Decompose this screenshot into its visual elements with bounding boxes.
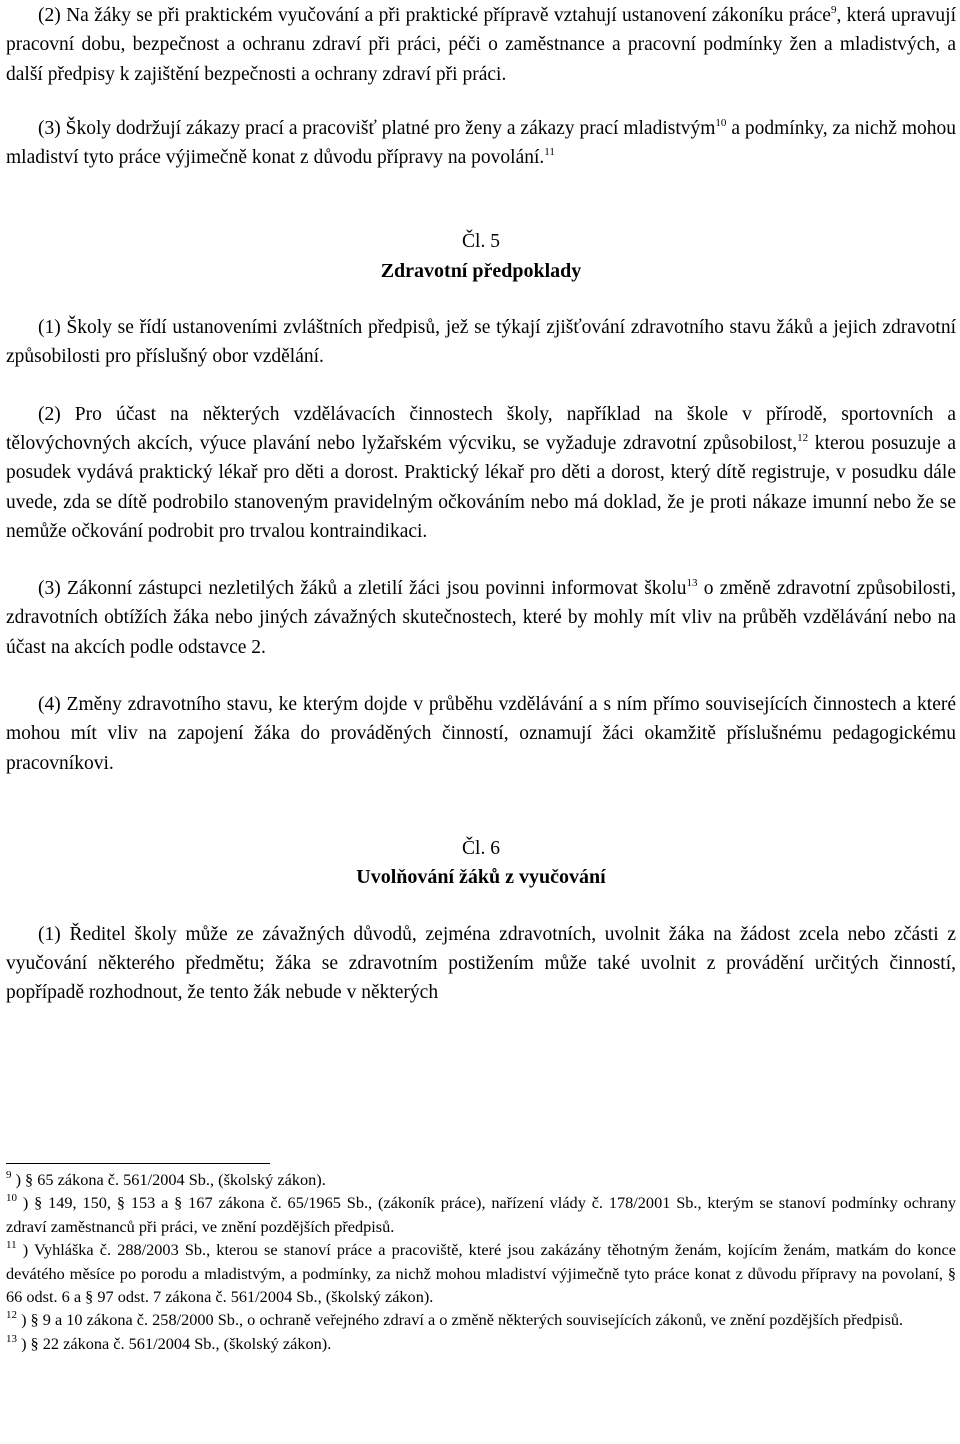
article-title: Zdravotní předpoklady	[380, 259, 582, 282]
article-6-paragraph-1: (1) Ředitel školy může ze závažných důvodů, zejména zdravotních, uvolnit žáka na žádost zcela nebo zčásti z vyučování některého předmětu; žáka se zdravotním postižením může také uvolnit z provádění určitých činností, popřípadě rozhodnout, že tento žák nebude v některých	[6, 923, 956, 1004]
article-5-paragraph-1: (1) Školy se řídí ustanoveními zvláštních předpisů, jež se týkají zjišťování zdravotního stavu žáků a jejich zdravotní způsobilosti pro příslušný obor vzdělání.	[6, 317, 956, 368]
footnote-number: 11	[6, 1239, 17, 1252]
footnote-number: 13	[6, 1332, 17, 1345]
footnote-ref: 9	[830, 4, 837, 16]
footnote-text: ) § 22 zákona č. 561/2004 Sb., (školský zákon).	[17, 1333, 332, 1353]
footnote-9	[6, 1168, 956, 1191]
paragraph-text: a podmínky, za nichž mohou mladiství tyto práce výjimečně konat z důvodu přípravy na povolání.	[6, 117, 956, 169]
footnote-text: ) Vyhláška č. 288/2003 Sb., kterou se stanoví práce a pracoviště, které jsou zakázány těhotným ženám, kojícím ženám, matkám do konce devátého měsíce po porodu a mladistvým, a podmínky, za nichž mohou mladiství výjimečně tyto práce konat z důvodu přípravy na povolaní, § 66 odst. 6 a § 97 odst. 7 zákona č. 561/2004 Sb., (školský zákon).	[6, 1240, 956, 1307]
article-6-heading	[6, 834, 956, 893]
article-number: Čl. 6	[462, 837, 500, 859]
paragraph-text: o změně zdravotní způsobilosti, zdravotních obtížích žáka nebo jiných závažných skutečnostech, které by mohly mít vliv na průběh vzdělávání nebo na účast na akcích podle odstavce 2.	[6, 578, 956, 658]
paragraph-text: (2) Pro účast na některých vzdělávacích činnostech školy, například na škole v přírodě, sportovních a tělovýchovných akcích, výuce plavání nebo lyžařském výcviku, se vyžaduje zdravotní způsobilost,	[6, 403, 956, 454]
paragraph-text: , která upravují pracovní dobu, bezpečnost a ochranu zdraví při práci, péči o zaměstnance a pracovní podmínky žen a mladistvých, a další předpisy k zajištění bezpečnosti a ochrany zdraví při práci.	[6, 5, 956, 85]
footnote-13	[6, 1332, 956, 1355]
footnotes	[6, 1168, 956, 1355]
footnote-12	[6, 1308, 956, 1331]
paragraph-text: (3) Zákonní zástupci nezletilých žáků a zletilí žáci jsou povinni informovat školu	[38, 578, 687, 600]
footnote-ref: 12	[797, 431, 809, 444]
paragraph-3-work-bans	[6, 114, 956, 173]
article-5-heading	[6, 227, 956, 286]
article-5-paragraph-2	[6, 400, 956, 546]
footnote-10	[6, 1191, 956, 1238]
footnote-ref: 10	[715, 116, 727, 129]
footnote-text: ) § 9 a 10 zákona č. 258/2000 Sb., o ochraně veřejného zdraví a o změně některých souvisejících zákonů, ve znění pozdějších předpisů.	[17, 1310, 904, 1330]
footnote-number: 10	[6, 1192, 17, 1205]
article-title: Uvolňování žáků z vyučování	[356, 866, 606, 889]
footnote-number: 9	[6, 1169, 12, 1181]
article-5-paragraph-3	[6, 574, 956, 662]
article-5-paragraph-4: (4) Změny zdravotního stavu, ke kterým dojde v průběhu vzdělávání a s ním přímo souvisejících činnostech a které mohou mít vliv na zapojení žáka do prováděných činností, oznamují žáci okamžitě příslušnému pedagogickému pracovníkovi.	[6, 694, 956, 774]
footnote-11	[6, 1238, 956, 1308]
paragraph-text: (3) Školy dodržují zákazy prací a pracovišť platné pro ženy a zákazy prací mladistvým	[38, 117, 716, 139]
footnote-text: ) § 65 zákona č. 561/2004 Sb., (školský zákon).	[11, 1170, 326, 1189]
article-number: Čl. 5	[462, 231, 500, 253]
footnote-ref: 13	[686, 577, 698, 590]
footnote-text: ) § 149, 150, § 153 a § 167 zákona č. 65/1965 Sb., (zákoník práce), nařízení vlády č. 178/2001 Sb., kterým se stanoví podmínky ochrany zdraví zaměstnanců při práci, ve znění pozdějších předpisů.	[6, 1193, 956, 1236]
footnote-separator	[6, 1163, 270, 1164]
document-body	[6, 1, 956, 1007]
footnote-number: 12	[6, 1309, 17, 1322]
paragraph-text: (2) Na žáky se při praktickém vyučování a při praktické přípravě vztahují ustanovení zákoníku práce	[38, 5, 831, 26]
paragraph-text: kterou posuzuje a posudek vydává praktický lékař pro děti a dorost. Praktický lékař pro děti a dorost, který dítě registruje, v posudku dále uvede, zda se dítě podrobilo stanoveným pravidelným očkováním nebo má doklad, že je proti nákaze imunní nebo že se nemůže očkování podrobit pro trvalou kontraindikaci.	[6, 432, 956, 542]
footnote-ref: 11	[544, 146, 555, 159]
paragraph-2-labour-code	[6, 1, 956, 89]
